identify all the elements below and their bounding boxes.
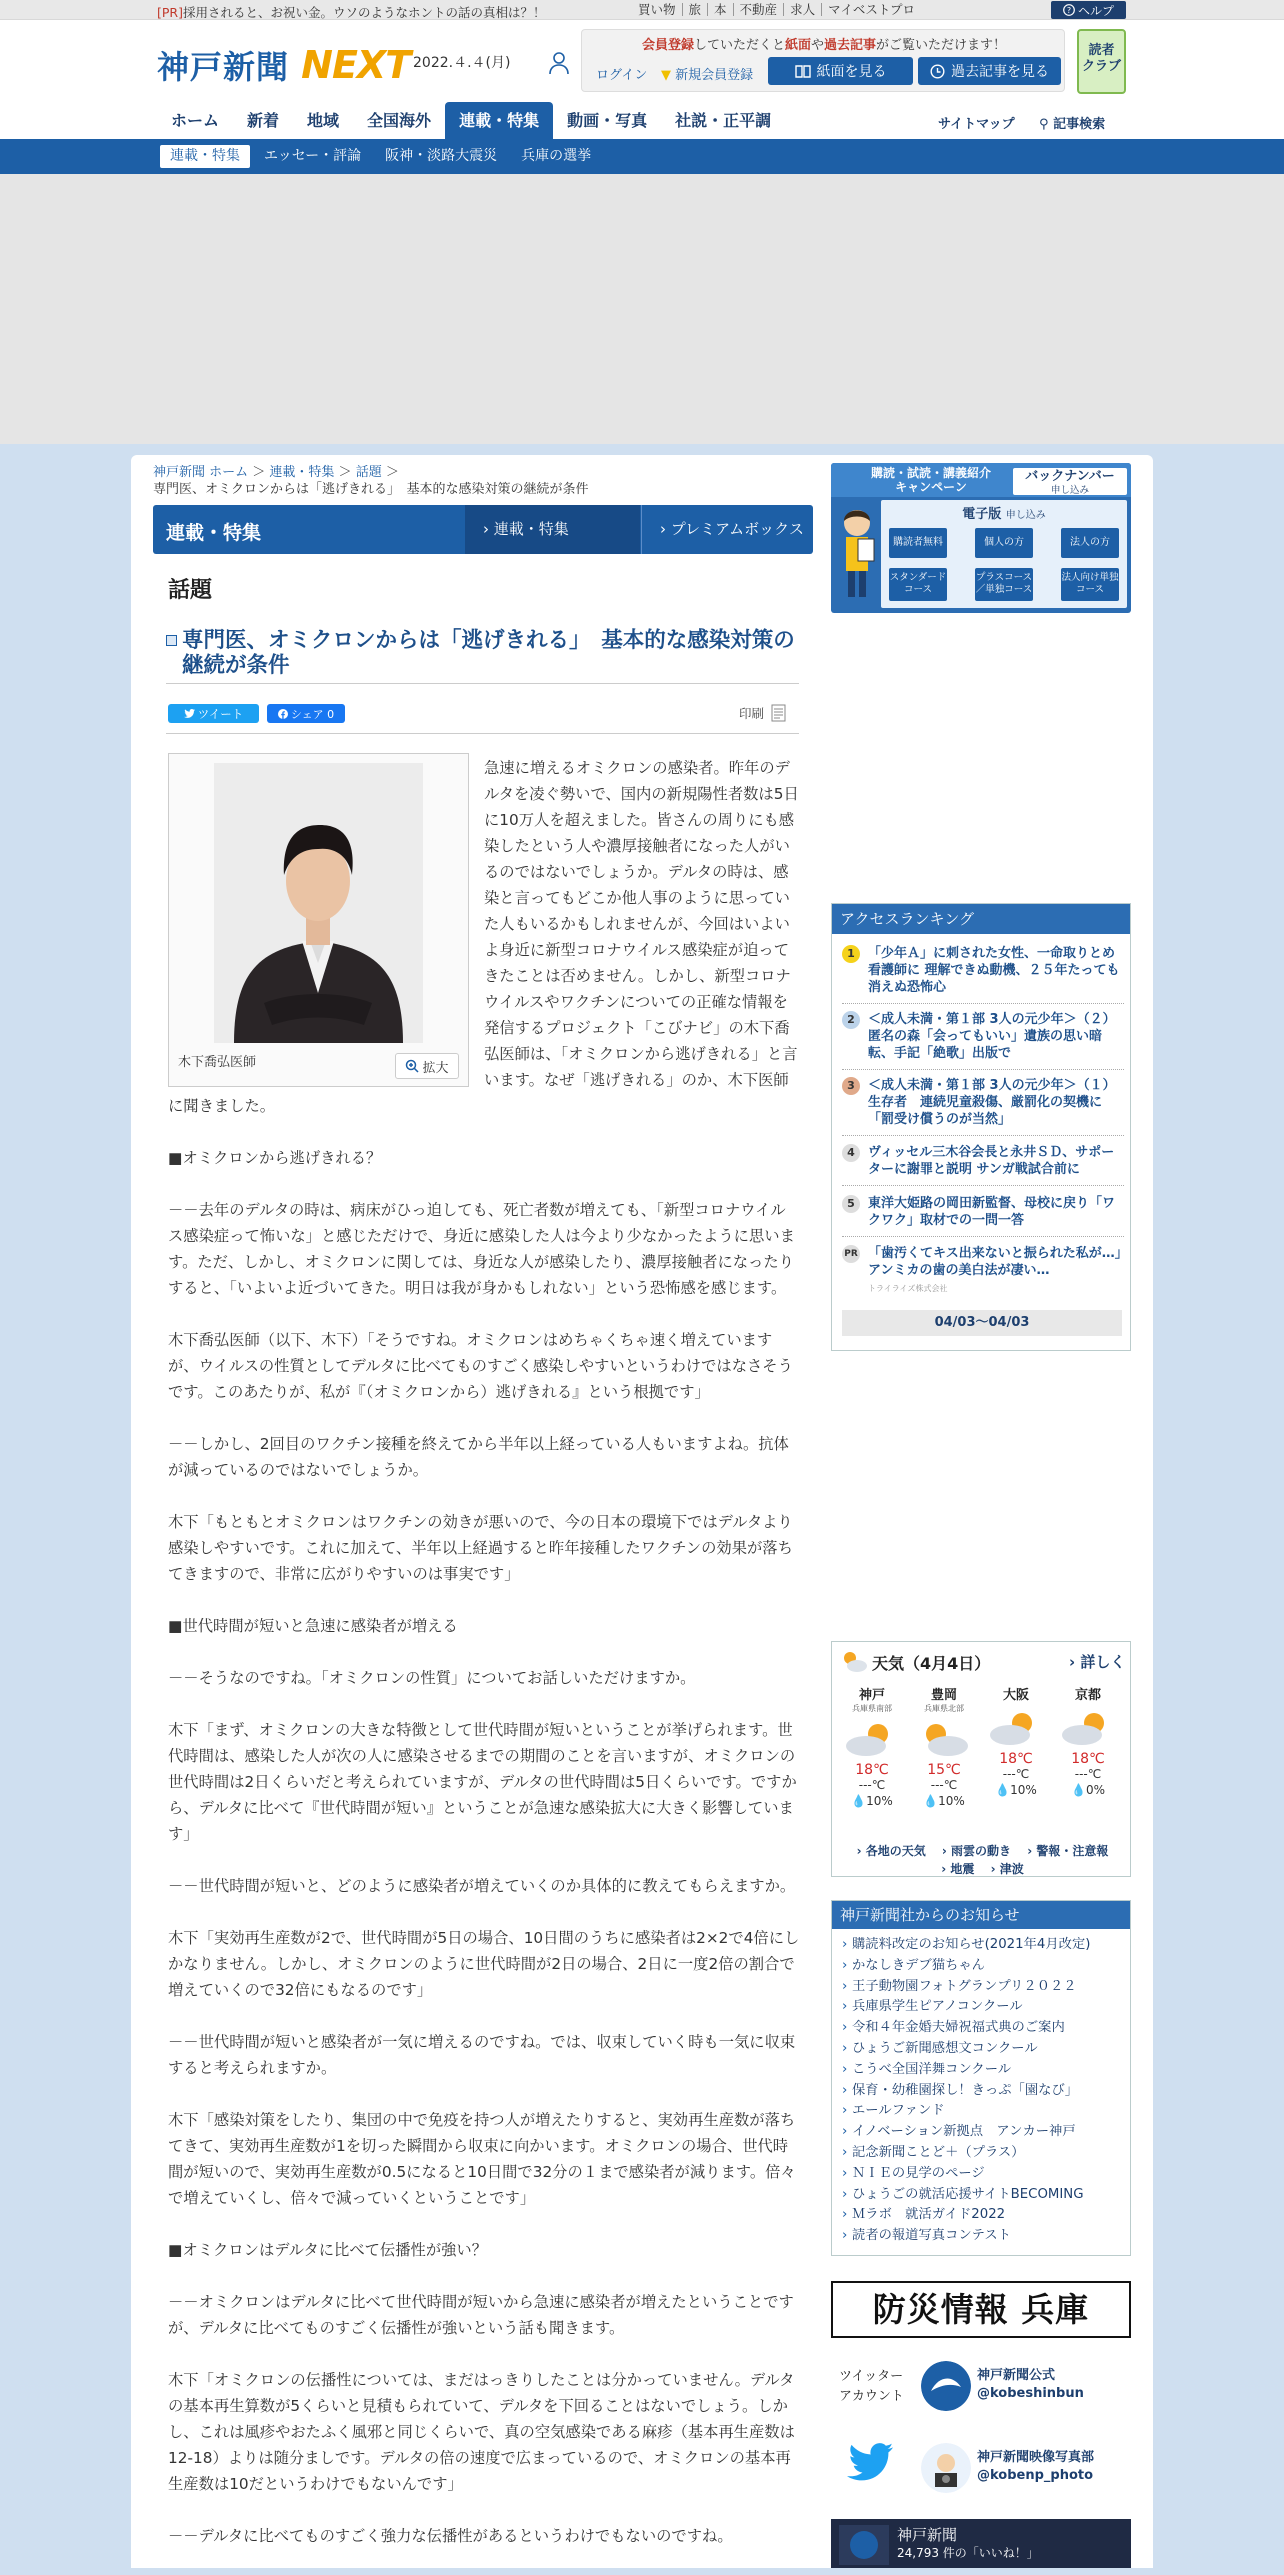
article-paragraph: －－世代時間が短いと、どのように感染者が増えていくのか具体的に教えてもらえますか。 xyxy=(168,1877,796,1895)
weather-link-local[interactable]: › 各地の天気 xyxy=(856,1844,926,1858)
notice-item[interactable]: › 兵庫県学生ピアノコンクール xyxy=(842,1997,1130,2018)
sitemap-link[interactable]: サイトマップ xyxy=(938,117,1015,132)
ranking-item[interactable]: 2 ＜成人未満・第１部 3人の元少年＞（２）匿名の森「会ってもいい」遺族の思い暗転、手記「絶歌」出版で xyxy=(842,1011,1124,1062)
print-icon xyxy=(769,703,789,723)
book-icon xyxy=(795,64,811,78)
photo-caption: 木下喬弘医師 xyxy=(178,1055,257,1070)
notice-item[interactable]: › 保育・幼稚園探し！きっぷ「園なび」 xyxy=(842,2081,1130,2102)
service-link-jobs[interactable]: 求人 xyxy=(783,3,821,16)
weather-link-earthquake[interactable]: › 地震 xyxy=(941,1862,975,1876)
facebook-page-avatar xyxy=(839,2525,889,2565)
service-link-books[interactable]: 本 xyxy=(707,3,733,16)
print-button[interactable]: 印刷 xyxy=(739,703,789,723)
kobe-shinbun-avatar xyxy=(921,2361,971,2411)
notice-item[interactable]: › イノベーション新拠点 アンカー神戸 xyxy=(842,2122,1130,2143)
notice-item[interactable]: › ひょうごの就活応援サイトBECOMING xyxy=(842,2185,1130,2206)
search-icon: ⚲ xyxy=(1039,117,1049,132)
notice-item[interactable]: › 読者の報道写真コンテスト xyxy=(842,2226,1130,2247)
weather-city-kobe[interactable]: 神戸 兵庫県南部 18℃ ---℃ 💧10% xyxy=(836,1684,908,1808)
disaster-info-banner[interactable]: 防災情報 兵庫 xyxy=(831,2281,1131,2338)
mascot-illustration xyxy=(836,503,878,603)
subscription-promo xyxy=(831,463,1131,613)
plus-course-button[interactable]: プラスコース／単独コース xyxy=(975,568,1033,601)
article-paragraph: 木下「実効再生産数が2で、世代時間が5日の場合、10日間のうちに感染者は2×2で4倍にしかなりません。しかし、オミクロンのように世代時間が2日の場合、2日に一度2倍の割合で増えていくので32倍にもなるのです」 xyxy=(168,1929,800,1999)
nav-latest[interactable]: 新着 xyxy=(247,111,280,130)
sun-cloud-icon xyxy=(840,1648,868,1674)
section-heading: ■オミクロンはデルタに比べて伝播性が強い？ xyxy=(168,2241,488,2259)
notice-item[interactable]: › 令和４年金婚夫婦祝福式典のご案内 xyxy=(842,2018,1130,2039)
promo-campaign-link[interactable]: 購読・試読・講義紹介 キャンペーン xyxy=(870,466,991,494)
breadcrumb-topic[interactable]: 話題 xyxy=(355,465,382,480)
weather-link-warnings[interactable]: › 警報・注意報 xyxy=(1027,1844,1109,1858)
nav-national[interactable]: 全国海外 xyxy=(367,111,432,130)
facebook-page-name: 神戸新聞 xyxy=(897,2526,958,2544)
weather-more-link[interactable]: › 詳しく xyxy=(1069,1653,1126,1671)
article-paragraph: 木下「感染対策をしたり、集団の中で免疫を持つ人が増えたりすると、実効再生産数が落ちてきて、実効再生産数が1を切った瞬間から収束に向かいます。オミクロンの場合、世代時間が短いので、実効再生産数が0.5になると10日間で32分の１まで感染者が減ります。倍々で増えていくし、倍々で減っていくということです」 xyxy=(168,2111,796,2207)
past-articles-button[interactable]: 過去記事を見る xyxy=(918,57,1061,85)
ranking-item[interactable]: 1 「少年Ａ」に刺された女性、一命取りとめ看護師に 理解できぬ動機、２５年たっても消えぬ恐怖心 xyxy=(842,945,1124,996)
ad-banner-area xyxy=(0,174,1284,444)
weather-city-kyoto[interactable]: 京都 18℃ ---℃ 💧0% xyxy=(1052,1684,1124,1797)
digital-edition-label: 電子版 申し込み xyxy=(962,507,1046,522)
global-nav xyxy=(157,102,785,139)
weather-links xyxy=(840,1842,1125,1878)
article-paragraph: 木下「もともとオミクロンはワクチンの効きが悪いので、今の日本の環境下ではデルタより感染しやすいです。これに加えて、半年以上経過すると昨年接種したワクチンの効果が落ちてきますので、非常に広がりやすいのは事実です」 xyxy=(168,1513,793,1583)
member-box xyxy=(581,29,1065,92)
pr-bar xyxy=(0,0,1284,20)
main-content xyxy=(131,455,1153,2568)
nav-local[interactable]: 地域 xyxy=(307,111,340,130)
twitter-accounts: ツイッターアカウント 神戸新聞公式 @kobeshinbun 神戸新聞映像写真部 @kobenp_photo xyxy=(831,2361,1131,2501)
headline-marker-icon xyxy=(166,635,177,646)
article-body xyxy=(168,755,800,2575)
weather-title: 天気（4月4日） xyxy=(872,1654,991,1673)
notice-box xyxy=(831,1900,1131,2256)
service-link-shopping[interactable]: 買い物 xyxy=(638,2,676,17)
corporate-button[interactable]: 法人の方 xyxy=(1061,528,1119,558)
article-paragraph: －－デルタに比べてものすごく強力な伝播性があるというわけでもないのですね。 xyxy=(168,2527,733,2545)
notice-title: 神戸新聞社からのお知らせ xyxy=(832,1901,1130,1929)
weather-link-rain[interactable]: › 雨雲の動き xyxy=(941,1844,1012,1858)
breadcrumb-features[interactable]: 連載・特集 xyxy=(269,465,335,480)
article-paragraph: 急速に増えるオミクロンの感染者。昨年のデルタを凌ぐ勢いで、国内の新規陽性者数は5日に10万人を超えました。皆さんの周りにも感染したという人や濃厚接触者になった人がいるのではないでしょうか。デルタの時は、感染と言ってもどこか他人事のように思っていた人もいるかもしれませんが、今回はいよいよ身近に新型コロナウイルス感染症が迫ってきたことは否めません。しかし、新型コロナウイルスやワクチンについての正確な情報を発信するプロジェクト「こびナビ」の木下喬弘医師は、「オミクロンから逃げきれる」と言います。なぜ「逃げきれる」のか、木下医師に聞きました。 xyxy=(168,759,799,1115)
category-title: 連載・特集 xyxy=(166,522,262,544)
twitter-bird-icon[interactable] xyxy=(847,2443,893,2481)
article-paragraph: 木下喬弘医師（以下、木下）「そうですね。オミクロンはめちゃくちゃ速く増えていますが、ウイルスの性質としてデルタに比べてものすごく感染しやすいというわけではなさそうです。このあたりが、私が『（オミクロンから）逃げきれる』という根拠です」 xyxy=(168,1331,793,1401)
article-paragraph: －－オミクロンはデルタに比べて世代時間が短いから急速に感染者が増えたということですが、デルタに比べてものすごく伝播性が強いという話も聞きます。 xyxy=(168,2293,794,2337)
notice-item[interactable]: › こうべ全国洋舞コンクール xyxy=(842,2060,1130,2081)
service-links xyxy=(638,3,921,16)
notice-item[interactable]: › かなしきデブ猫ちゃん xyxy=(842,1956,1130,1977)
notice-item[interactable]: › ＮＩＥの見学のページ xyxy=(842,2164,1130,2185)
back-number-link[interactable]: バックナンバー 申し込み xyxy=(1013,468,1127,495)
divider xyxy=(166,733,799,734)
svg-text:?: ? xyxy=(1066,6,1072,15)
ranking-item[interactable]: 3 ＜成人未満・第１部 3人の元少年＞（１）生存者 連続児童殺傷、厳罰化の契機に「罰受け償うのが当然」 xyxy=(842,1077,1124,1128)
subnav-features[interactable]: 連載・特集 xyxy=(160,145,250,168)
twitter-bird-icon xyxy=(184,709,195,718)
notice-item[interactable]: › エールファンド xyxy=(842,2101,1130,2122)
subnav-earthquake[interactable]: 阪神・淡路大震災 xyxy=(385,148,498,164)
standard-course-button[interactable]: スタンダードコース xyxy=(889,568,947,601)
login-link[interactable]: ログイン xyxy=(596,68,648,83)
site-header xyxy=(0,20,1284,139)
site-logo[interactable]: 神戸新聞 NEXT xyxy=(157,43,411,87)
help-icon xyxy=(1063,4,1075,16)
beginner-mark-icon: ▼ xyxy=(661,68,671,83)
access-ranking xyxy=(831,903,1131,1351)
breadcrumb: 神戸新聞 ホーム ＞ 連載・特集 ＞ 話題 ＞ 専門医、オミクロンからは「逃げきれる」 基本的な感染対策の継続が条件 xyxy=(153,465,589,497)
subnav-election[interactable]: 兵庫の選挙 xyxy=(521,148,592,164)
free-subscriber-button[interactable]: 購読者無料 xyxy=(889,528,947,558)
notice-item[interactable]: › 購読料改定のお知らせ(2021年4月改定) xyxy=(842,1935,1130,1956)
subnav-essay[interactable]: エッセー・評論 xyxy=(264,148,362,164)
article-paragraph: －－去年のデルタの時は、病床がひっ迫しても、死亡者数が増えても、「新型コロナウイルス感染症って怖いな」と感じただけで、身近に感染した人は今より少なかったように思います。ただ、しかし、オミクロンに関しては、身近な人が感染したり、濃厚接触者になったりすると、「いよいよ近づいてきた。明日は我が身かもしれない」という恐怖感を感じます。 xyxy=(168,1201,795,1297)
breadcrumb-home[interactable]: 神戸新聞 ホーム xyxy=(153,465,249,480)
service-link-travel[interactable]: 旅 xyxy=(682,3,708,16)
pr-link[interactable]: [PR]採用されると、お祝い金。ウソのようなホントの話の真相は？！ xyxy=(157,5,546,20)
divider xyxy=(166,683,799,684)
clock-icon xyxy=(930,64,945,79)
topic-heading: 話題 xyxy=(168,578,213,603)
member-message: 会員登録していただくと紙面や過去記事がご覧いただけます！ xyxy=(641,38,1007,53)
service-link-realestate[interactable]: 不動産 xyxy=(733,3,784,16)
weather-city-osaka[interactable]: 大阪 18℃ ---℃ 💧10% xyxy=(980,1684,1052,1797)
twitter-label: ツイッターアカウント xyxy=(839,2369,904,2404)
signup-link[interactable]: ▼ 新規会員登録 xyxy=(661,68,754,83)
category-bar xyxy=(153,505,813,554)
ranking-item[interactable]: 5 東洋大姫路の岡田新監督、母校に戻り「ワクワク」取材での一問一答 xyxy=(842,1195,1124,1229)
nav-home[interactable]: ホーム xyxy=(171,111,220,130)
ranking-title: アクセスランキング xyxy=(832,904,1130,934)
cloudy-sunny-icon xyxy=(914,1720,974,1758)
tab-features[interactable]: › 連載・特集 xyxy=(465,505,640,554)
sunny-cloudy-icon xyxy=(1058,1709,1118,1747)
section-heading: ■オミクロンから逃げきれる？ xyxy=(168,1149,382,1167)
help-button[interactable]: ? ヘルプ xyxy=(1051,1,1126,19)
enlarge-button[interactable]: 拡大 xyxy=(395,1053,459,1079)
breadcrumb-current: 専門医、オミクロンからは「逃げきれる」 基本的な感染対策の継続が条件 xyxy=(153,482,589,497)
notice-item[interactable]: › 記念新聞ことど＋（プラス） xyxy=(842,2143,1130,2164)
section-heading: ■世代時間が短いと急速に感染者が増える xyxy=(168,1617,458,1635)
nav-editorial[interactable]: 社説・正平調 xyxy=(675,111,772,130)
reader-club-button[interactable]: 読者 クラブ xyxy=(1077,29,1126,94)
facebook-share-button[interactable]: シェア 0 xyxy=(267,704,345,723)
tweet-button[interactable]: ツイート xyxy=(168,704,259,723)
ranking-item[interactable]: 4 ヴィッセル三木谷会長と永井ＳＤ、サポーターに謝罪と説明 サンガ戦試合前に xyxy=(842,1144,1124,1178)
view-paper-button[interactable]: 紙面を見る xyxy=(768,57,913,85)
header-date: 2022.４.４(月) xyxy=(413,55,511,71)
ranking-pr-item[interactable]: PR 「歯汚くてキス出来ないと振られた私が…」アンミカの歯の美白法が凄い… トライライズ株式会社 xyxy=(842,1245,1124,1297)
facebook-like-count: 24,793 件の「いいね！」 xyxy=(897,2546,1039,2560)
article-paragraph: 木下「まず、オミクロンの大きな特徴として世代時間が短いということが挙げられます。世代時間は、感染した人が次の人に感染させるまでの期間のことを言いますが、オミクロンの世代時間は2日くらいだと考えられていますが、デルタの世代時間は5日くらいです。ですから、デルタに比べて『世代時間が短い』ということが急速な感染拡大に大きく影響しています」 xyxy=(168,1721,797,1843)
tab-premium-box[interactable]: › プレミアムボックス xyxy=(641,505,813,554)
notice-item[interactable]: › ひょうご新聞感想文コンクール xyxy=(842,2039,1130,2060)
article-headline: 専門医、オミクロンからは「逃げきれる」 基本的な感染対策の継続が条件 xyxy=(182,628,795,678)
article-search-link[interactable]: ⚲ 記事検索 xyxy=(1039,117,1106,132)
person-icon[interactable] xyxy=(548,50,570,76)
nav-video[interactable]: 動画・写真 xyxy=(567,111,648,130)
service-link-mybestpro[interactable]: マイベストプロ xyxy=(821,3,921,16)
facebook-icon xyxy=(278,709,288,719)
weather-link-tsunami[interactable]: › 津波 xyxy=(990,1862,1024,1876)
notice-item[interactable]: › Ｍラボ 就活ガイド2022 xyxy=(842,2205,1130,2226)
article-paragraph: －－世代時間が短いと感染者が一気に増えるのですね。では、収束していく時も一気に収束すると考えられますか。 xyxy=(168,2033,796,2077)
corporate-course-button[interactable]: 法人向け単独コース xyxy=(1061,568,1119,601)
weather-widget xyxy=(831,1641,1131,1877)
article-paragraph: －－しかし、2回目のワクチン接種を終えてから半年以上経っている人もいますよね。抗体が減っているのではないでしょうか。 xyxy=(168,1435,789,1479)
notice-item[interactable]: › 王子動物園フォトグランプリ２０２２ xyxy=(842,1977,1130,1998)
individual-button[interactable]: 個人の方 xyxy=(975,528,1033,558)
weather-city-toyooka[interactable]: 豊岡 兵庫県北部 15℃ ---℃ 💧10% xyxy=(908,1684,980,1808)
facebook-page-widget[interactable] xyxy=(831,2519,1131,2568)
article-paragraph: 木下「オミクロンの伝播性については、まだはっきりしたことは分かっていません。デルタの基本再生算数が5くらいと見積もられていて、デルタを下回ることはないでしょう。しかし、これは風疹やおたふく風邪と同じくらいで、真の空気感染である麻疹（基本再生産数は12-18）よりは随分ましです。デルタの倍の速度で広まっているので、オミクロンの基本再生産数は10だというわけでもないんです」 xyxy=(168,2371,795,2493)
ranking-date: 04/03～04/03 xyxy=(842,1310,1122,1336)
article-paragraph: －－そうなのですね。「オミクロンの性質」についてお話しいただけますか。 xyxy=(168,1669,696,1687)
nav-features[interactable]: 連載・特集 xyxy=(445,102,553,139)
sunny-cloudy-icon xyxy=(842,1720,902,1758)
sub-nav xyxy=(0,139,1284,174)
photo-dept-avatar xyxy=(921,2443,971,2493)
sunny-cloudy-icon xyxy=(986,1709,1046,1747)
